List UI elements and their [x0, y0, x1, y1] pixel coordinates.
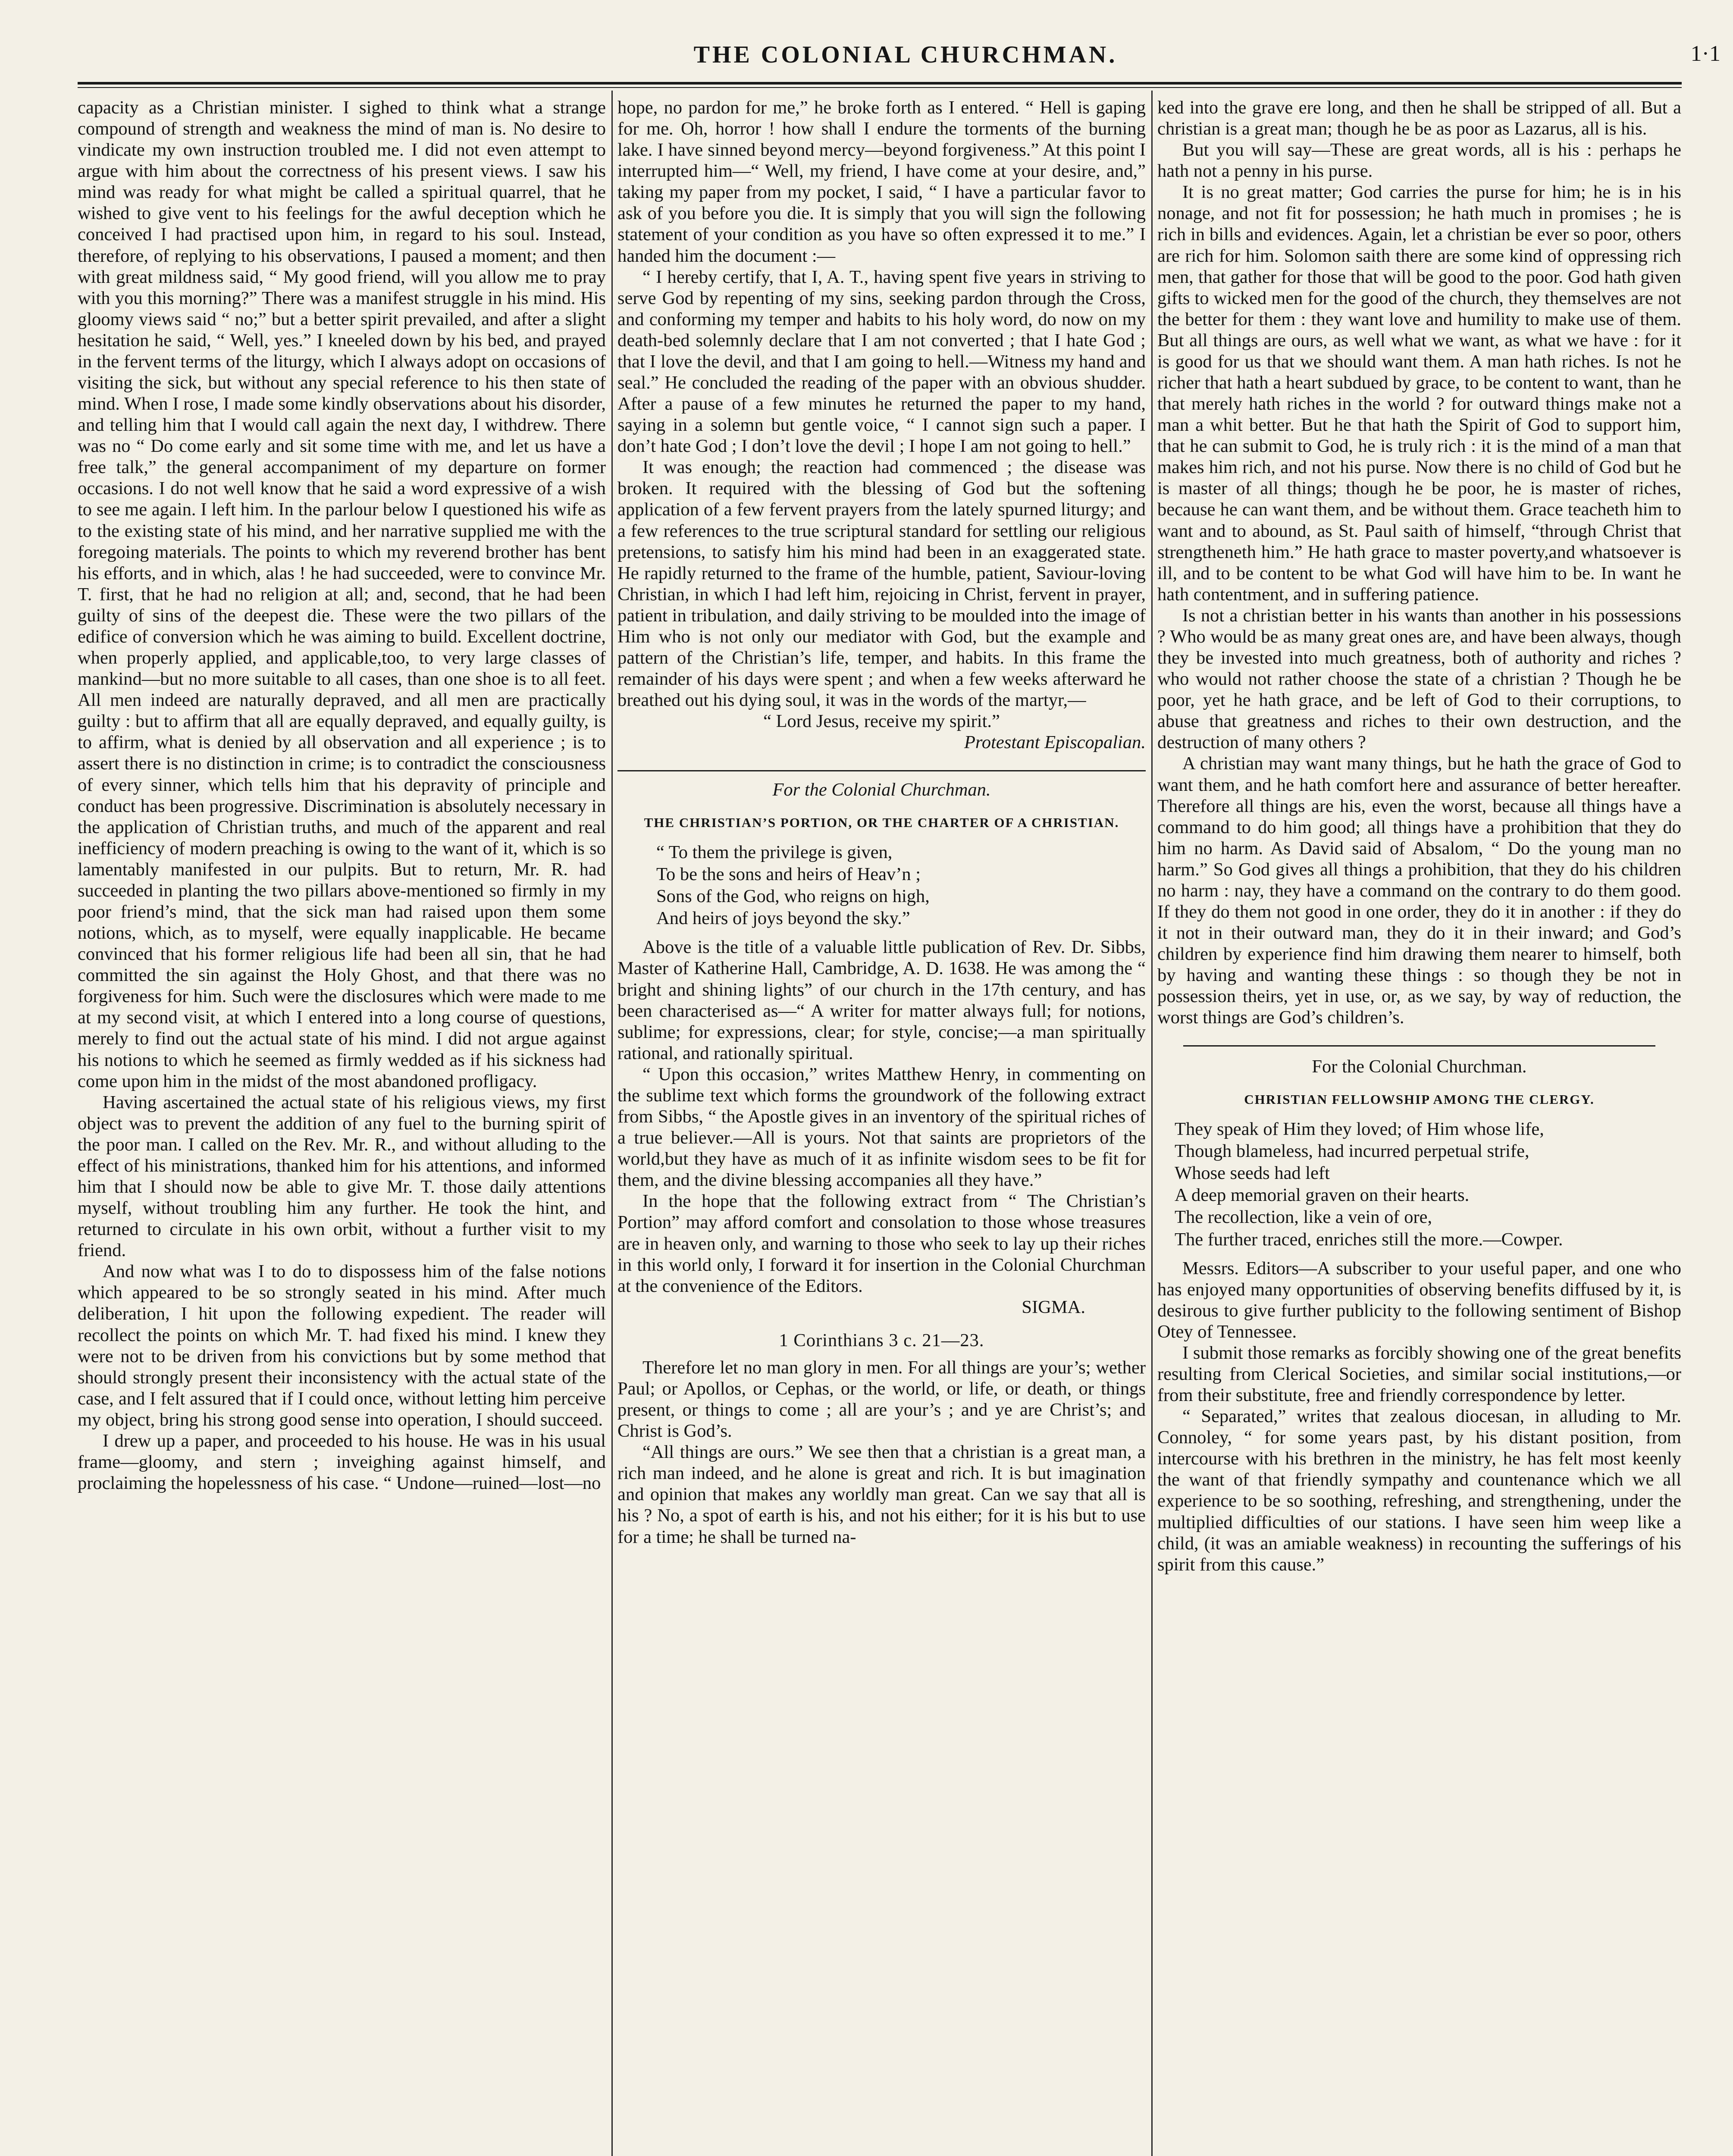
section-title: CHRISTIAN FELLOWSHIP AMONG THE CLERGY.	[1244, 1091, 1595, 1107]
article-paragraph: “ Separated,” writes that zealous diocesan, in alluding to Mr. Connoley, “ for some years past, by his distant position, from intercourse with his brethren in the ministry, he has felt most keenly the want of that friendly sympathy and countenance which we all experience to be so soothing, refreshing, and strengthening, under the multiplied difficulties of our stations. I have seen him weep like a child, (it was an amiable weakness) in recounting the sufferings of his spirit from this cause.”	[1157, 1406, 1681, 1575]
article-paragraph: It was enough; the reaction had commenced ; the disease was broken. It required with the blessing of God but the softening application of a few fervent prayers from the lately spurned liturgy; and a few references to the true scriptural standard for settling our religious pretensions, to satisfy him his mind had been in an exaggerated state. He rapidly returned to the frame of the humble, patient, Saviour-loving Christian, in which I had left him, rejoicing in Christ, fervent in prayer, patient in tribulation, and daily striving to be moulded into the image of Him who is not only our mediator with God, but the example and pattern of the Christian’s life, temper, and habits. In this frame the remainder of his days were spent ; and when a few weeks afterward he breathed out his dying soul, it was in the words of the martyr,—	[617, 457, 1146, 711]
article-paragraph: Above is the title of a valuable little publication of Rev. Dr. Sibbs, Master of Katherine Hall, Cambridge, A. D. 1638. He was among the “ bright and shining lights” of our church in the 17th century, and has been characterised as—“ A writer for matter always full; for notions, sublime; for expressions, clear; for style, concise;—a man spiritually rational, and rationally spiritual.	[617, 937, 1146, 1063]
column-divider-1	[611, 91, 613, 2156]
article-paragraph: Is not a christian better in his wants than another in his possessions ? Who would be as many great ones are, and have been always, though they be invested into much greatness, both of authority and riches ? who would not rather choose the state of a christian ? Though he be poor, yet he hath grace, and be left of God to their corruptions, to abuse that greatness and riches to their own destruction, and the destruction of many others ?	[1157, 605, 1681, 753]
column-divider-2	[1151, 91, 1153, 2156]
page-number: 1·1	[1690, 41, 1720, 66]
newspaper-title: THE COLONIAL CHURCHMAN.	[693, 41, 1118, 68]
section-divider	[617, 770, 1146, 771]
verse-line: Sons of the God, who reigns on high,	[656, 886, 930, 907]
verse-line: A deep memorial graven on their hearts.	[1175, 1185, 1470, 1206]
verse-line: Though blameless, had incurred perpetual strife,	[1175, 1141, 1529, 1162]
column-3	[1157, 97, 1681, 2156]
section-label: For the Colonial Churchman.	[772, 780, 991, 800]
column-1	[78, 97, 606, 2156]
article-paragraph: Messrs. Editors—A subscriber to your useful paper, and one who has enjoyed many opportunities of observing benefits diffused by it, is desirous to give further publicity to the following sentiment of Bishop Otey of Tennessee.	[1157, 1258, 1681, 1342]
article-paragraph: ked into the grave ere long, and then he shall be stripped of all. But a christian is a great man; though he be as poor as Lazarus, all is his.	[1157, 97, 1681, 139]
article-paragraph: “All things are ours.” We see then that a christian is a great man, a rich man indeed, and he alone is great and rich. It is but imagination and opinion that makes any worldly man great. Can we say that all is his ? No, a spot of earth is his, and not his either; for it is his but to use for a time; he shall be turned na-	[617, 1442, 1146, 1547]
article-paragraph: In the hope that the following extract from “ The Christian’s Portion” may afford comfort and consolation to those whose treasures are in heaven only, and warning to those who seek to lay up their riches in this world only, I forward it for insertion in the Colonial Churchman at the convenience of the Editors.	[617, 1191, 1146, 1296]
article-paragraph: And now what was I to do to dispossess him of the false notions which appeared to be so strongly seated in his mind. After much deliberation, I hit upon the following expedient. The reader will recollect the points on which Mr. T. had fixed his mind. I knew they were not to be driven from his convictions but by some method that should strongly present their inconsistency with the actual state of the case, and I felt assured that if I could once, without letting him perceive my object, bring his strong good sense into operation, I should succeed.	[78, 1261, 606, 1430]
article-paragraph: “ I hereby certify, that I, A. T., having spent five years in striving to serve God by repenting of my sins, seeking pardon through the Cross, and conforming my temper and habits to his holy word, do now on my death-bed solemnly declare that I am not converted ; that I hate God ; that I love the devil, and that I am going to hell.—Witness my hand and seal.” He concluded the reading of the paper with an obvious shudder. After a pause of a few minutes he returned the paper to my hand, saying in a solemn but gentle voice, “ I cannot sign such a paper. I don’t hate God ; I don’t love the devil ; I hope I am not going to hell.”	[617, 266, 1146, 457]
author-signature: SIGMA.	[1022, 1297, 1085, 1317]
article-paragraph: capacity as a Christian minister. I sighed to think what a strange compound of strength and weakness the mind of man is. No desire to vindicate my own instruction troubled me. I did not even attempt to argue with him about the correctness of his present views. I saw his mind was ready for what might be called a spiritual quarrel, that he wished to give vent to his feelings for the awful deception which he conceived I had practised upon him, in regard to his soul. Instead, therefore, of replying to his observations, I paused a moment; and then with great mildness said, “ My good friend, will you allow me to pray with you this morning?” There was a manifest struggle in his mind. His gloomy views said “ no;” but a better spirit prevailed, and after a slight hesitation he said, “ Well, yes.” I kneeled down by his bed, and prayed in the fervent terms of the liturgy, which I always adopt on occasions of visiting the sick, but without any special reference to his then state of mind. When I rose, I made some kindly observations about his disorder, and telling him that I would call again the next day, I withdrew. There was no “ Do come early and sit some time with me, and let us have a free talk,” the general accompaniment of my departure on former occasions. I do not well know that he said a word expressive of a wish to see me again. I left him. In the parlour below I questioned his wife as to the existing state of his mind, and her narrative supplied me with the foregoing materials. The points to which my reverend brother has bent his efforts, and in which, alas ! he had succeeded, were to convince Mr. T. first, that he had no religion at all; and, second, that he had been guilty of sins of the deepest die. These were the two pillars of the edifice of conversion which he was aiming to build. Excellent doctrine, when properly applied, and applicable,too, to very large classes of mankind—but no more suitable to all cases, than one shoe is to all feet. All men indeed are naturally depraved, and all men are practically guilty : but to affirm that all are equally depraved, and equally guilty, is to affirm, what is denied by all observation and all experience ; is to assert there is no distinction in crime; is to contradict the consciousness of every sinner, which tells him that his depravity of principle and conduct has been progressive. Discrimination is absolutely necessary in the application of Christian truths, and much of the apparent and real inefficiency of modern preaching is owing to the want of it, which is so lamentably manifested in our pulpits. But to return, Mr. R. had succeeded in planting the two pillars above-mentioned so firmly in my poor friend’s mind, that the sick man had raised upon them some notions, which, as to myself, were equally inapplicable. He became convinced that his former religious life had been all sin, that he had committed the sin against the Holy Ghost, and that there was no forgiveness for him. Such were the disclosures which were made to me at my second visit, at which I entered into a long course of questions, merely to find out the actual state of his mind. I did not argue against his notions to which he seemed as firmly wedded as if his sickness had come upon him in the midst of the most abandoned profligacy.	[78, 97, 606, 1091]
masthead-rule-thick	[78, 82, 1682, 85]
article-paragraph: I submit those remarks as forcibly showing one of the great benefits resulting from Clerical Societies, and similar social institutions,—or from their substitute, free and friendly correspondence by letter.	[1157, 1342, 1681, 1406]
masthead-rule-thin	[78, 87, 1682, 88]
verse-line: The further traced, enriches still the more.—Cowper.	[1175, 1229, 1563, 1250]
article-paragraph: “ Upon this occasion,” writes Matthew Henry, in commenting on the sublime text which forms the groundwork of the following extract from Sibbs, “ the Apostle gives in an inventory of the spiritual riches of a true believer.—All is yours. Not that saints are proprietors of the world,but they have as much of it as infinite wisdom sees to be fit for them, and the divine blessing accompanies all they have.”	[617, 1064, 1146, 1191]
article-paragraph: A christian may want many things, but he hath the grace of God to want them, and he hath comfort here and assurance of better hereafter. Therefore all things are his, even the worst, because all things have a command to do him good; all things have a prohibition that they do him no harm. As David said of Absalom, “ Do the young man no harm.” So God gives all things a prohibition, that they do his children no harm : nay, they have a command on the contrary to do them good. If they do them not good in one order, they do it in another : if they do it not in their outward man, they do it in their inward; and God’s children by experience find him drawing them nearer to himself, both by having and wanting these things : so though they be not in possession theirs, yet in use, or, as we say, by way of reduction, the worst things are God’s children’s.	[1157, 753, 1681, 1028]
section-label: For the Colonial Churchman.	[1312, 1056, 1527, 1077]
article-paragraph: It is no great matter; God carries the purse for him; he is in his nonage, and not fit for possession; he hath much in promises ; he is rich in bills and evidences. Again, let a christian be ever so poor, others are rich for him. Solomon saith there are some kind of oppressing rich men, that gather for those that will be good to the poor. God hath given gifts to wicked men for the good of the church, they themselves are not the better for them : they want love and humility to make use of them. But all things are ours, as well what we want, as what we have : for it is good for us that we should want them. A man hath riches. Is not he richer that hath a heart subdued by grace, to be content to want, than he that merely hath riches in the world ? for outward things make not a man a whit better. But he that hath the Spirit of God to support him, that he can submit to God, he is truly rich : it is the mind of a man that makes him rich, and not his purse. Now there is no child of God but he is master of all things; though he be poor, he is master of riches, because he can want them, and be without them. Grace teacheth him to want and to abound, as St. Paul saith of himself, “through Christ that strengtheneth him.” He hath grace to master poverty,and whatsoever is ill, and to be content to be what God will have him to be. In want he hath contentment, and in suffering patience.	[1157, 182, 1681, 605]
section-title: THE CHRISTIAN’S PORTION, OR THE CHARTER OF A CHRISTIAN.	[644, 815, 1119, 830]
verse-block	[1175, 1119, 1681, 1250]
article-paragraph: hope, no pardon for me,” he broke forth as I entered. “ Hell is gaping for me. Oh, horror ! how shall I endure the torments of the burning lake. I have sinned beyond mercy—beyond forgiveness.” At this point I interrupted him—“ Well, my friend, I have come at your desire, and,” taking my paper from my pocket, I said, “ I have a particular favor to ask of you before you die. It is simply that you will sign the following statement of your condition as you have so often expressed it to me.” I handed him the document :—	[617, 97, 1146, 266]
verse-line: Whose seeds had left	[1175, 1163, 1330, 1184]
article-paragraph: But you will say—These are great words, all is his : perhaps he hath not a penny in his purse.	[1157, 140, 1681, 182]
verse-line: The recollection, like a vein of ore,	[1175, 1207, 1432, 1228]
scripture-reference: 1 Corinthians 3 c. 21—23.	[779, 1330, 984, 1351]
verse-line: And heirs of joys beyond the sky.”	[656, 908, 910, 929]
verse-line: “ To them the privilege is given,	[656, 842, 893, 863]
section-divider	[1183, 1045, 1655, 1047]
article-paragraph: I drew up a paper, and proceeded to his house. He was in his usual frame—gloomy, and stern ; inveighing against himself, and proclaiming the hopelessness of his case. “ Undone—ruined—lost—no	[78, 1430, 606, 1494]
verse-line: They speak of Him they loved; of Him whose life,	[1175, 1119, 1544, 1140]
article-paragraph: Having ascertained the actual state of his religious views, my first object was to prevent the addition of any fuel to the burning spirit of the poor man. I called on the Rev. Mr. R., and without alluding to the effect of his ministrations, thanked him for his attentions, and informed him that I should now be able to give Mr. T. those daily attentions myself, without troubling him any further. He took the hint, and returned to circulate in his own orbit, without a further visit to my friend.	[78, 1092, 606, 1261]
verse-block	[656, 842, 1146, 929]
column-2	[617, 97, 1146, 2156]
masthead	[78, 41, 1733, 75]
article-source: Protestant Episcopalian.	[964, 732, 1146, 753]
martyr-quote: “ Lord Jesus, receive my spirit.”	[763, 711, 1000, 732]
article-paragraph: Therefore let no man glory in men. For all things are your’s; wether Paul; or Apollos, or Cephas, or the world, or life, or death, or things present, or things to come ; all are your’s ; and ye are Christ’s; and Christ is God’s.	[617, 1357, 1146, 1442]
verse-line: To be the sons and heirs of Heav’n ;	[656, 864, 921, 885]
